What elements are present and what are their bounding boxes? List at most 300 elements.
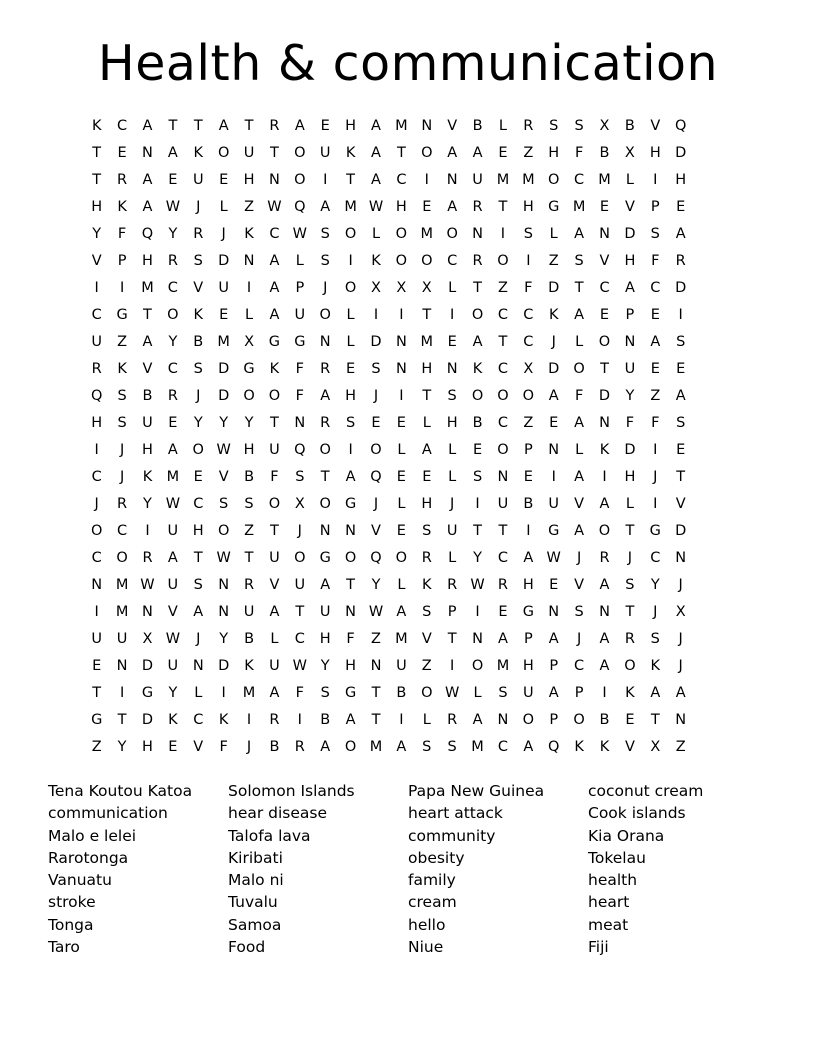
- grid-letter: E: [168, 739, 178, 755]
- grid-letter: A: [421, 442, 432, 458]
- grid-letter: J: [196, 631, 201, 647]
- grid-letter: O: [344, 739, 357, 755]
- grid-letter: F: [651, 253, 660, 269]
- grid-letter: F: [574, 388, 584, 404]
- grid-letter: O: [243, 388, 255, 404]
- grid-row: [84, 329, 732, 356]
- grid-letter: T: [270, 415, 279, 431]
- grid-letter: S: [295, 469, 305, 485]
- grid-letter: C: [117, 523, 128, 539]
- word-item: cream: [408, 893, 457, 912]
- grid-letter: A: [345, 469, 356, 485]
- grid-letter: Y: [219, 415, 229, 431]
- grid-letter: H: [243, 172, 255, 188]
- grid-letter: E: [498, 604, 508, 620]
- grid-letter: N: [345, 523, 357, 539]
- grid-letter: H: [522, 658, 534, 674]
- grid-letter: E: [422, 199, 432, 215]
- grid-letter: K: [422, 577, 432, 593]
- grid-letter: I: [221, 685, 226, 701]
- grid-row: [84, 545, 732, 572]
- grid-letter: R: [624, 631, 635, 647]
- grid-letter: H: [446, 415, 458, 431]
- grid-letter: Z: [244, 523, 254, 539]
- grid-letter: H: [675, 172, 687, 188]
- grid-letter: J: [246, 739, 252, 755]
- grid-letter: Y: [168, 685, 178, 701]
- grid-letter: L: [397, 577, 406, 593]
- grid-letter: U: [243, 604, 255, 620]
- grid-letter: C: [497, 361, 508, 377]
- grid-row: [84, 437, 732, 464]
- grid-letter: N: [599, 604, 610, 620]
- grid-letter: N: [218, 577, 230, 593]
- grid-letter: S: [244, 496, 254, 512]
- grid-letter: T: [193, 118, 203, 134]
- grid-letter: S: [320, 226, 330, 242]
- grid-letter: O: [217, 523, 230, 539]
- grid-letter: O: [497, 442, 509, 458]
- grid-letter: J: [221, 226, 226, 242]
- grid-letter: O: [344, 550, 357, 566]
- grid-letter: O: [624, 658, 636, 674]
- grid-letter: R: [447, 712, 458, 728]
- grid-letter: T: [143, 307, 152, 323]
- grid-letter: B: [624, 118, 635, 134]
- grid-letter: U: [167, 523, 179, 539]
- grid-letter: N: [548, 442, 560, 458]
- grid-letter: R: [421, 550, 432, 566]
- grid-letter: C: [497, 739, 508, 755]
- grid-letter: Q: [370, 550, 382, 566]
- word-item: Taro: [48, 938, 80, 957]
- grid-letter: W: [368, 604, 384, 620]
- grid-letter: O: [319, 442, 331, 458]
- grid-letter: N: [218, 604, 230, 620]
- grid-letter: J: [119, 442, 125, 458]
- grid-letter: E: [92, 658, 102, 674]
- grid-letter: T: [168, 118, 178, 134]
- grid-letter: L: [625, 172, 634, 188]
- grid-letter: L: [295, 253, 304, 269]
- grid-letter: S: [676, 334, 686, 350]
- word-item: Malo ni: [228, 871, 284, 890]
- grid-letter: T: [498, 199, 508, 215]
- grid-letter: B: [523, 496, 534, 512]
- grid-letter: O: [319, 496, 331, 512]
- grid-letter: E: [676, 199, 686, 215]
- grid-letter: R: [472, 199, 483, 215]
- grid-letter: O: [294, 550, 306, 566]
- grid-letter: L: [498, 118, 507, 134]
- grid-letter: A: [650, 685, 661, 701]
- grid-row: [84, 194, 732, 221]
- grid-letter: N: [192, 658, 204, 674]
- grid-letter: A: [345, 712, 356, 728]
- grid-letter: P: [549, 712, 559, 728]
- grid-letter: K: [548, 307, 559, 323]
- grid-letter: A: [472, 334, 483, 350]
- grid-letter: V: [91, 253, 102, 269]
- grid-letter: H: [345, 388, 357, 404]
- grid-letter: R: [497, 577, 508, 593]
- grid-letter: O: [395, 550, 408, 566]
- grid-letter: A: [320, 388, 331, 404]
- grid-letter: L: [422, 712, 431, 728]
- grid-letter: O: [217, 145, 230, 161]
- grid-letter: W: [165, 631, 181, 647]
- grid-letter: T: [117, 712, 127, 728]
- word-item: obesity: [408, 848, 465, 867]
- grid-letter: A: [218, 118, 229, 134]
- grid-letter: D: [624, 442, 636, 458]
- grid-letter: M: [598, 172, 611, 188]
- grid-letter: R: [320, 361, 331, 377]
- grid-letter: W: [368, 199, 384, 215]
- word-item: meat: [588, 915, 629, 934]
- grid-letter: N: [142, 145, 153, 161]
- grid-letter: A: [142, 172, 153, 188]
- grid-letter: R: [193, 226, 204, 242]
- grid-letter: J: [450, 496, 455, 512]
- grid-letter: N: [319, 523, 331, 539]
- grid-letter: T: [270, 523, 279, 539]
- grid-letter: Y: [219, 631, 229, 647]
- grid-letter: T: [371, 685, 381, 701]
- grid-letter: Y: [117, 739, 127, 755]
- grid-letter: T: [600, 361, 609, 377]
- grid-letter: U: [269, 658, 280, 674]
- word-item: community: [408, 826, 496, 845]
- grid-letter: M: [522, 172, 535, 188]
- grid-letter: C: [117, 118, 128, 134]
- grid-letter: U: [319, 604, 331, 620]
- grid-letter: C: [497, 550, 508, 566]
- grid-letter: U: [192, 172, 204, 188]
- word-item: stroke: [48, 893, 96, 912]
- grid-letter: S: [447, 388, 457, 404]
- word-item: hello: [408, 915, 446, 934]
- grid-letter: O: [471, 658, 484, 674]
- grid-letter: O: [421, 253, 433, 269]
- grid-letter: I: [653, 496, 658, 512]
- grid-letter: W: [165, 496, 181, 512]
- grid-letter: R: [244, 577, 255, 593]
- grid-letter: T: [498, 523, 508, 539]
- grid-letter: A: [523, 739, 534, 755]
- grid-letter: E: [219, 307, 229, 323]
- grid-letter: Q: [294, 442, 306, 458]
- grid-letter: D: [548, 280, 560, 296]
- grid-letter: C: [650, 550, 661, 566]
- grid-letter: I: [475, 496, 480, 512]
- grid-letter: F: [295, 388, 304, 404]
- grid-letter: N: [599, 226, 610, 242]
- grid-row: [84, 599, 732, 626]
- grid-letter: O: [268, 388, 281, 404]
- grid-letter: K: [244, 658, 254, 674]
- grid-letter: V: [218, 469, 229, 485]
- grid-letter: R: [167, 253, 178, 269]
- grid-letter: R: [675, 253, 686, 269]
- grid-letter: R: [117, 172, 128, 188]
- grid-letter: D: [370, 334, 382, 350]
- grid-letter: S: [345, 415, 356, 431]
- grid-letter: I: [526, 253, 531, 269]
- grid-letter: C: [497, 415, 508, 431]
- grid-letter: S: [320, 253, 330, 269]
- grid-letter: E: [599, 199, 610, 215]
- grid-letter: I: [373, 307, 379, 323]
- word-item: Tonga: [48, 915, 94, 934]
- grid-letter: S: [117, 415, 127, 431]
- grid-letter: I: [450, 658, 455, 674]
- grid-letter: G: [116, 307, 128, 323]
- grid-letter: T: [92, 685, 102, 701]
- grid-letter: L: [397, 496, 406, 512]
- grid-letter: G: [91, 712, 103, 728]
- grid-letter: A: [599, 496, 610, 512]
- grid-letter: O: [522, 712, 535, 728]
- grid-letter: N: [548, 604, 560, 620]
- grid-letter: D: [218, 388, 230, 404]
- grid-row: [84, 626, 732, 653]
- grid-letter: P: [549, 658, 559, 674]
- grid-letter: E: [371, 415, 381, 431]
- grid-letter: A: [548, 685, 559, 701]
- grid-letter: O: [395, 226, 408, 242]
- grid-letter: K: [625, 685, 635, 701]
- grid-letter: K: [142, 469, 153, 485]
- grid-letter: O: [471, 388, 484, 404]
- grid-letter: O: [294, 145, 306, 161]
- grid-letter: T: [422, 307, 432, 323]
- grid-letter: A: [497, 631, 508, 647]
- grid-letter: E: [346, 361, 356, 377]
- grid-letter: I: [653, 442, 658, 458]
- grid-letter: H: [243, 442, 255, 458]
- grid-letter: E: [549, 577, 559, 593]
- word-column: [48, 780, 228, 958]
- grid-letter: D: [218, 658, 230, 674]
- grid-letter: A: [599, 658, 610, 674]
- grid-letter: A: [371, 118, 381, 134]
- grid-letter: H: [192, 523, 204, 539]
- grid-letter: H: [421, 361, 433, 377]
- grid-letter: U: [91, 334, 102, 350]
- grid-letter: R: [269, 118, 280, 134]
- grid-letter: M: [115, 604, 129, 620]
- grid-letter: C: [91, 550, 102, 566]
- grid-letter: A: [599, 577, 610, 593]
- grid-letter: A: [371, 145, 381, 161]
- grid-letter: A: [548, 631, 559, 647]
- grid-letter: X: [624, 145, 635, 161]
- grid-letter: E: [650, 307, 660, 323]
- grid-letter: W: [165, 199, 181, 215]
- grid-letter: D: [548, 361, 560, 377]
- word-item: Samoa: [228, 915, 282, 934]
- grid-letter: C: [523, 334, 534, 350]
- word-item: heart attack: [408, 804, 503, 823]
- grid-letter: E: [193, 469, 203, 485]
- grid-letter: O: [421, 685, 433, 701]
- grid-letter: R: [447, 577, 458, 593]
- grid-letter: H: [421, 496, 433, 512]
- grid-letter: L: [371, 226, 381, 242]
- grid-letter: A: [142, 118, 153, 134]
- grid-letter: A: [142, 334, 153, 350]
- word-item: Rarotonga: [48, 848, 129, 867]
- grid-letter: W: [216, 442, 231, 458]
- grid-letter: N: [142, 604, 153, 620]
- grid-row: [84, 680, 732, 707]
- grid-letter: G: [243, 361, 255, 377]
- grid-letter: D: [675, 280, 687, 296]
- grid-letter: O: [319, 307, 331, 323]
- grid-letter: U: [294, 307, 306, 323]
- grid-letter: I: [94, 442, 99, 458]
- grid-letter: N: [116, 658, 128, 674]
- grid-letter: M: [115, 577, 129, 593]
- grid-letter: C: [650, 280, 661, 296]
- grid-letter: V: [142, 361, 153, 377]
- grid-letter: F: [651, 415, 660, 431]
- grid-letter: A: [574, 469, 585, 485]
- grid-letter: X: [396, 280, 407, 296]
- grid-letter: S: [219, 496, 229, 512]
- grid-letter: L: [575, 334, 584, 350]
- grid-letter: F: [219, 739, 228, 755]
- grid-letter: T: [193, 550, 203, 566]
- grid-letter: B: [599, 712, 610, 728]
- grid-letter: N: [345, 604, 357, 620]
- grid-letter: N: [472, 226, 483, 242]
- grid-letter: L: [448, 442, 457, 458]
- grid-letter: A: [472, 712, 483, 728]
- grid-letter: S: [676, 415, 686, 431]
- grid-row: [84, 653, 732, 680]
- grid-letter: K: [91, 118, 102, 134]
- grid-letter: N: [497, 712, 509, 728]
- word-item: Solomon Islands: [228, 782, 355, 800]
- grid-letter: T: [396, 145, 406, 161]
- grid-letter: S: [371, 361, 381, 377]
- grid-letter: E: [498, 145, 508, 161]
- grid-letter: C: [91, 469, 102, 485]
- grid-letter: H: [142, 253, 153, 269]
- grid-letter: A: [320, 739, 331, 755]
- grid-letter: E: [117, 145, 127, 161]
- word-item: Tokelau: [588, 848, 646, 867]
- grid-letter: A: [269, 685, 280, 701]
- grid-letter: K: [650, 658, 661, 674]
- grid-letter: M: [395, 118, 408, 134]
- grid-letter: H: [522, 577, 534, 593]
- grid-letter: Z: [523, 415, 534, 431]
- grid-letter: Y: [650, 577, 660, 593]
- word-item: Kiribati: [228, 848, 283, 867]
- word-item: Tuvalu: [228, 893, 278, 912]
- grid-letter: A: [574, 523, 585, 539]
- grid-letter: R: [599, 550, 610, 566]
- grid-letter: C: [574, 172, 585, 188]
- grid-letter: F: [346, 631, 355, 647]
- grid-letter: B: [599, 145, 610, 161]
- word-item: Vanuatu: [48, 871, 112, 890]
- grid-letter: T: [473, 523, 482, 539]
- grid-letter: P: [574, 685, 584, 701]
- grid-letter: E: [650, 361, 660, 377]
- grid-letter: S: [650, 631, 660, 647]
- grid-letter: O: [471, 307, 484, 323]
- grid-letter: A: [523, 550, 534, 566]
- grid-letter: F: [295, 361, 304, 377]
- grid-letter: I: [653, 172, 658, 188]
- grid-letter: A: [371, 172, 381, 188]
- word-bank: [48, 780, 788, 958]
- grid-letter: Q: [548, 739, 560, 755]
- grid-letter: P: [523, 442, 533, 458]
- grid-letter: J: [323, 280, 328, 296]
- grid-letter: E: [396, 415, 406, 431]
- grid-letter: I: [399, 712, 404, 728]
- grid-letter: Z: [650, 388, 661, 404]
- grid-letter: R: [472, 253, 483, 269]
- grid-letter: I: [348, 253, 353, 269]
- grid-letter: K: [244, 226, 254, 242]
- grid-letter: A: [167, 442, 178, 458]
- grid-letter: Q: [674, 118, 687, 134]
- grid-letter: E: [396, 469, 406, 485]
- grid-letter: U: [497, 496, 509, 512]
- grid-letter: B: [320, 712, 331, 728]
- word-item: Cook islands: [588, 804, 686, 823]
- grid-letter: Y: [473, 550, 482, 566]
- grid-letter: I: [94, 604, 99, 620]
- grid-letter: S: [193, 577, 203, 593]
- grid-letter: L: [575, 442, 584, 458]
- grid-letter: J: [653, 604, 658, 620]
- word-item: communication: [48, 804, 168, 823]
- grid-letter: O: [268, 496, 281, 512]
- grid-row: [84, 302, 732, 329]
- grid-letter: A: [574, 226, 585, 242]
- grid-letter: H: [319, 631, 331, 647]
- grid-letter: F: [574, 145, 584, 161]
- grid-letter: C: [447, 253, 458, 269]
- grid-letter: L: [448, 550, 457, 566]
- grid-letter: T: [473, 280, 482, 296]
- grid-letter: M: [217, 334, 230, 350]
- grid-letter: E: [168, 415, 178, 431]
- grid-letter: G: [548, 199, 560, 215]
- grid-letter: I: [424, 172, 429, 188]
- grid-letter: L: [473, 685, 482, 701]
- grid-letter: I: [323, 172, 328, 188]
- grid-letter: Y: [92, 226, 102, 242]
- grid-letter: N: [472, 631, 483, 647]
- grid-letter: I: [602, 685, 607, 701]
- grid-letter: X: [142, 631, 153, 647]
- grid-letter: C: [599, 280, 610, 296]
- grid-letter: V: [447, 118, 458, 134]
- grid-letter: H: [624, 253, 636, 269]
- grid-letter: S: [472, 469, 483, 485]
- grid-letter: N: [395, 361, 407, 377]
- grid-letter: J: [653, 469, 658, 485]
- grid-letter: K: [599, 442, 610, 458]
